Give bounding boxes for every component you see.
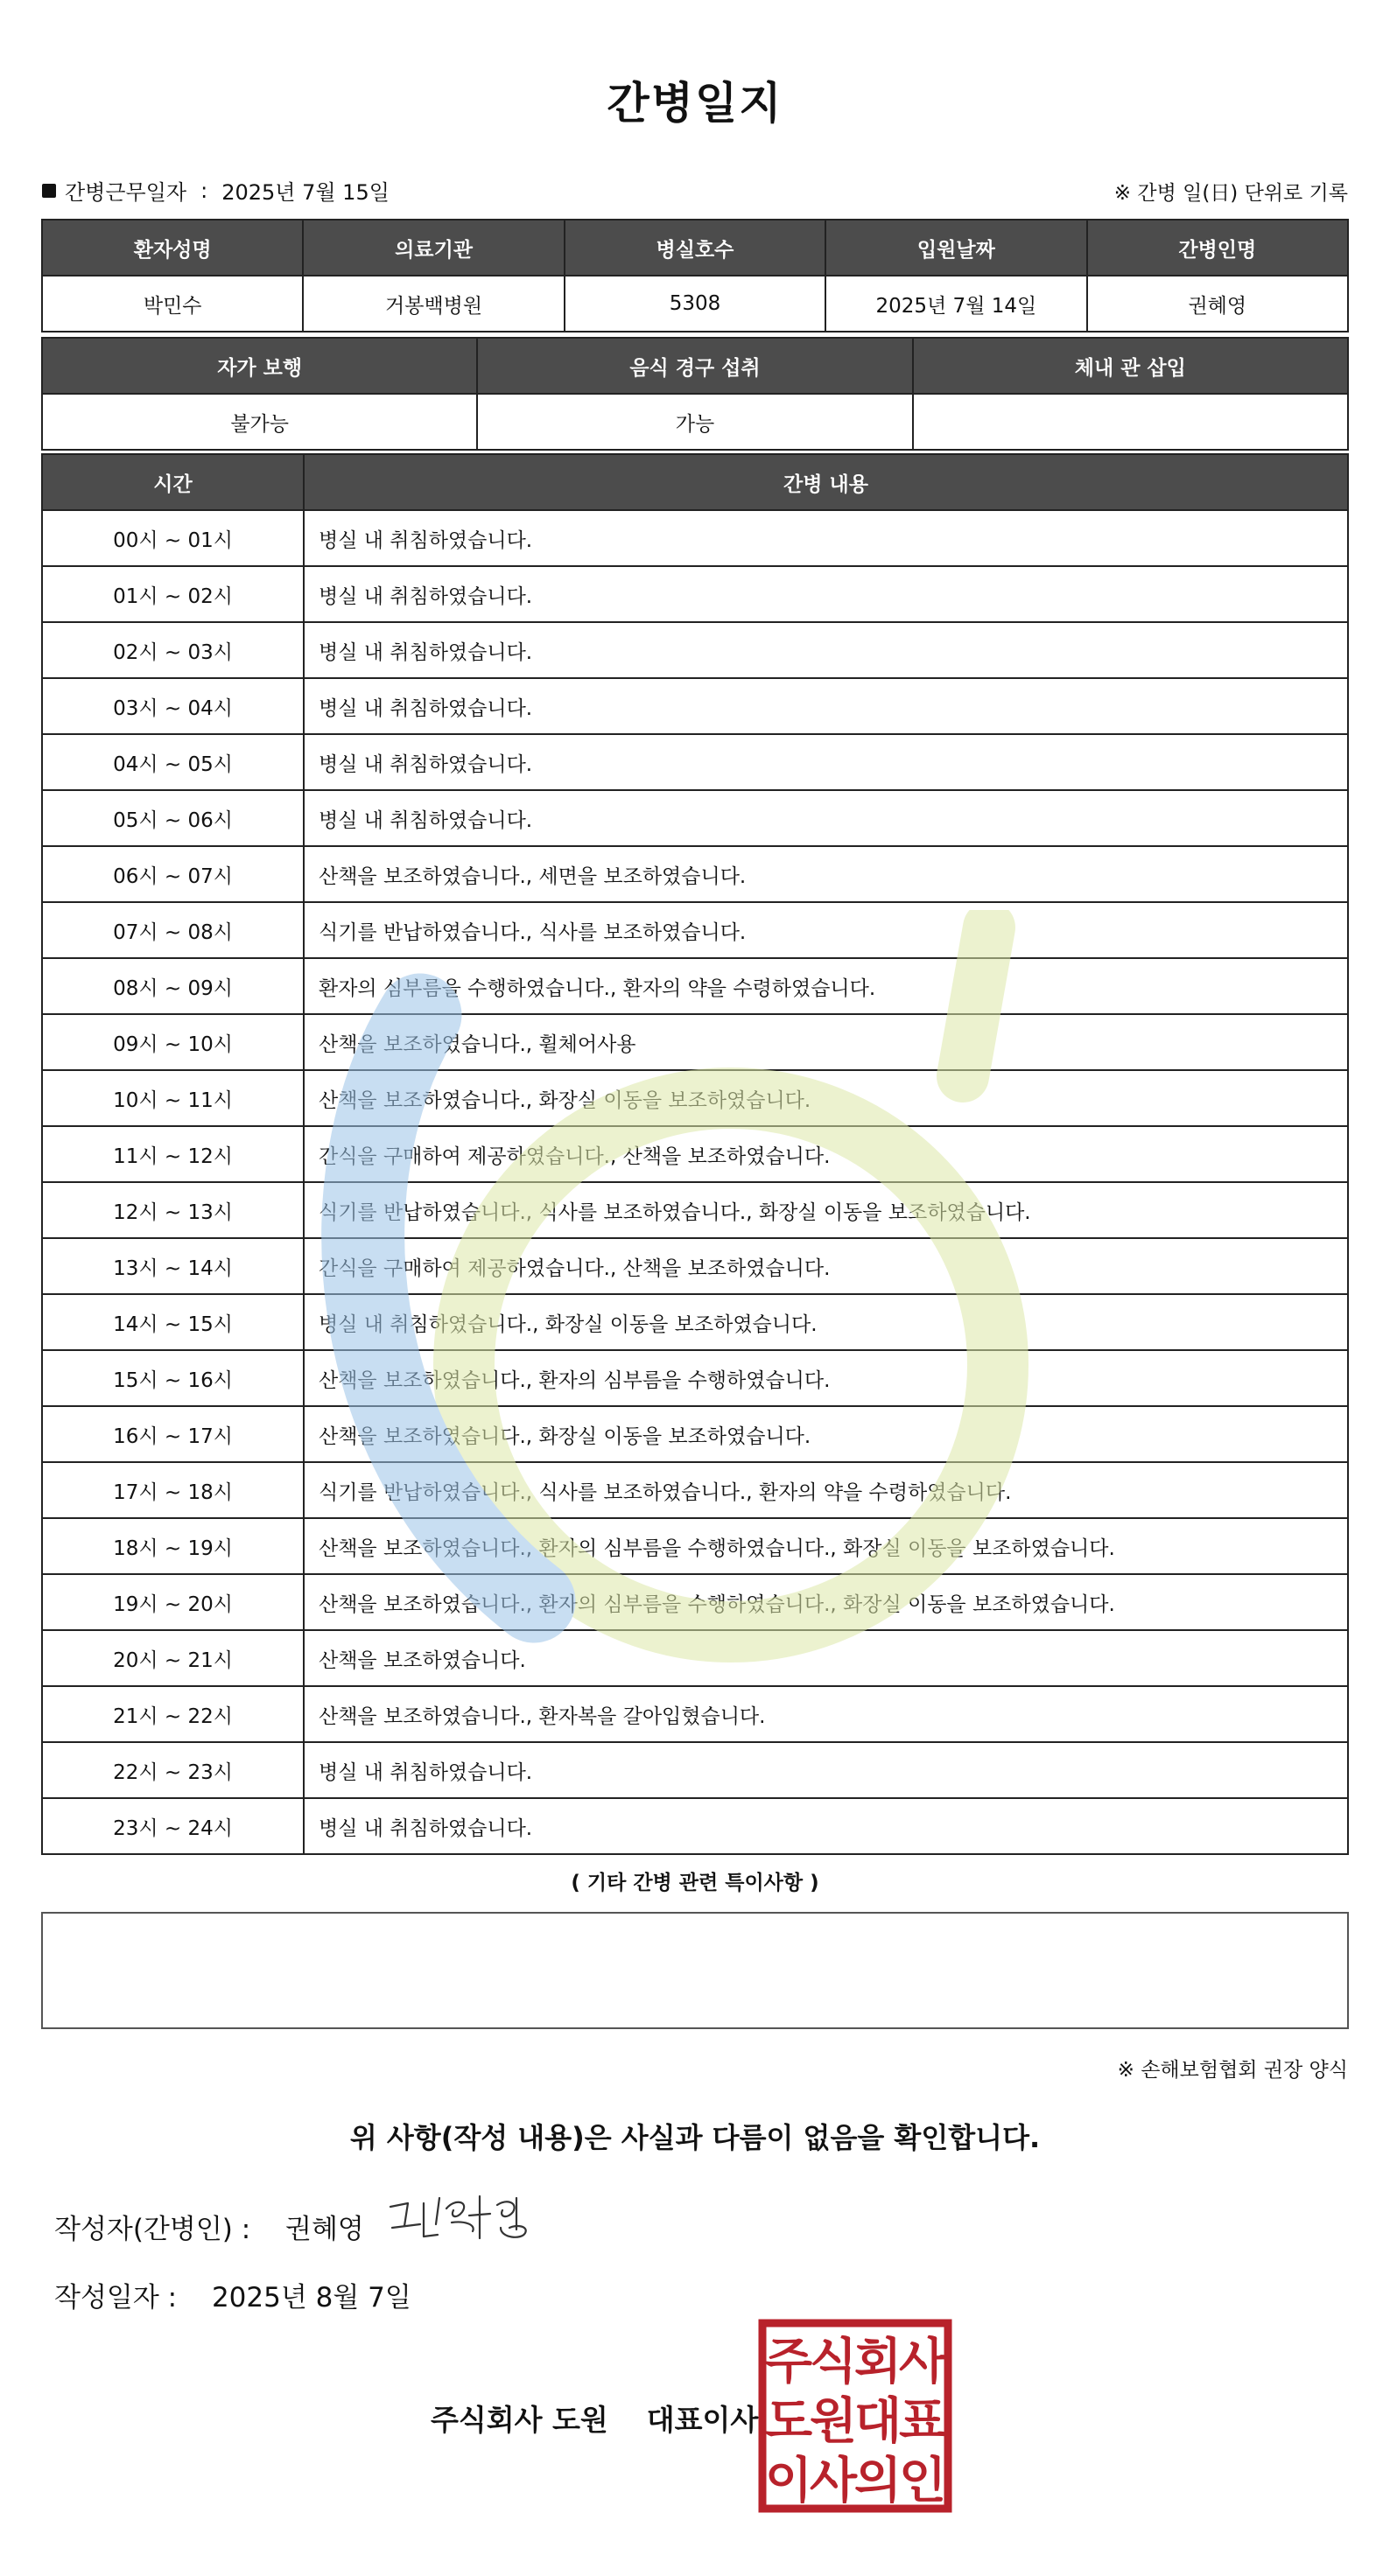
log-time: 00시 ~ 01시: [42, 510, 304, 566]
patient-status-table: [41, 337, 1349, 451]
patient-info-value-row: [42, 276, 1348, 332]
confirmation-statement: 위 사항(작성 내용)은 사실과 다름이 없음을 확인합니다.: [349, 2121, 1041, 2154]
log-content: 산책을 보조하였습니다., 환자의 심부름을 수행하였습니다.: [304, 1350, 1348, 1406]
log-content: 식기를 반납하였습니다., 식사를 보조하였습니다.: [304, 902, 1348, 958]
log-content: 병실 내 취침하였습니다., 화장실 이동을 보조하였습니다.: [304, 1294, 1348, 1350]
care-log-table: [41, 453, 1349, 1855]
log-time: 05시 ~ 06시: [42, 790, 304, 846]
care-log-header-row: [42, 454, 1348, 510]
care-log-row: [42, 846, 1348, 902]
log-time: 13시 ~ 14시: [42, 1238, 304, 1294]
care-log-row: [42, 1462, 1348, 1518]
header-care-content: 간병 내용: [304, 454, 1348, 510]
seal-glyph: 이: [764, 2453, 813, 2510]
work-date-separator: :: [200, 178, 208, 203]
seal-glyph: 원: [809, 2393, 858, 2450]
unit-note: ※ 간병 일(日) 단위로 기록: [1113, 182, 1348, 205]
log-content: 산책을 보조하였습니다., 환자의 심부름을 수행하였습니다., 화장실 이동을 보조하였습니다.: [304, 1574, 1348, 1630]
log-time: 10시 ~ 11시: [42, 1070, 304, 1126]
log-content: 식기를 반납하였습니다., 식사를 보조하였습니다., 환자의 약을 수령하였습니다.: [304, 1462, 1348, 1518]
care-log-row: [42, 1518, 1348, 1574]
care-log-row: [42, 1350, 1348, 1406]
log-time: 23시 ~ 24시: [42, 1798, 304, 1854]
seal-glyph: 주: [764, 2334, 813, 2390]
log-time: 11시 ~ 12시: [42, 1126, 304, 1182]
oral-intake-value: 가능: [477, 394, 912, 450]
header-oral-intake: 음식 경구 섭취: [477, 338, 912, 394]
writer-name: 권혜영: [285, 2214, 364, 2245]
self-walking-value: 불가능: [42, 394, 477, 450]
log-content: 산책을 보조하였습니다., 환자의 심부름을 수행하였습니다., 화장실 이동을 보조하였습니다.: [304, 1518, 1348, 1574]
log-time: 01시 ~ 02시: [42, 566, 304, 622]
writer-line: [54, 2207, 364, 2246]
patient-name: 박민수: [42, 276, 303, 332]
care-log-row: [42, 902, 1348, 958]
header-hospital: 의료기관: [303, 220, 564, 276]
log-content: 산책을 보조하였습니다., 환자복을 갈아입혔습니다.: [304, 1686, 1348, 1742]
seal-glyph: 표: [898, 2393, 947, 2450]
log-content: 환자의 심부름을 수행하였습니다., 환자의 약을 수령하였습니다.: [304, 958, 1348, 1014]
care-log-row: [42, 958, 1348, 1014]
caregiver-name: 권혜영: [1087, 276, 1348, 332]
special-notes-title: ( 기타 간병 관련 특이사항 ): [571, 1872, 819, 1894]
care-log-row: [42, 1686, 1348, 1742]
patient-status-value-row: [42, 394, 1348, 450]
care-log-row: [42, 734, 1348, 790]
care-log-row: [42, 790, 1348, 846]
log-content: 병실 내 취침하였습니다.: [304, 678, 1348, 734]
tube-insertion-value: [913, 394, 1348, 450]
seal-glyph: 대: [853, 2393, 902, 2450]
room-number: 5308: [565, 276, 825, 332]
patient-status-header-row: [42, 338, 1348, 394]
company-line: [431, 2398, 758, 2439]
log-time: 20시 ~ 21시: [42, 1630, 304, 1686]
patient-info-header-row: [42, 220, 1348, 276]
document-title: 간병일지: [607, 78, 783, 129]
log-time: 14시 ~ 15시: [42, 1294, 304, 1350]
header-time: 시간: [42, 454, 304, 510]
work-date: [42, 175, 390, 206]
header-admission-date: 입원날짜: [825, 220, 1086, 276]
care-log-row: [42, 1574, 1348, 1630]
log-time: 07시 ~ 08시: [42, 902, 304, 958]
special-notes-box: [41, 1912, 1349, 2029]
header-patient-name: 환자성명: [42, 220, 303, 276]
seal-glyph: 의: [853, 2453, 902, 2510]
write-date-value: 2025년 8월 7일: [211, 2282, 411, 2314]
log-time: 17시 ~ 18시: [42, 1462, 304, 1518]
log-content: 산책을 보조하였습니다., 휠체어사용: [304, 1014, 1348, 1070]
care-log-row: [42, 566, 1348, 622]
log-time: 22시 ~ 23시: [42, 1742, 304, 1798]
care-log-row: [42, 1070, 1348, 1126]
seal-glyph: 사: [898, 2334, 947, 2390]
log-time: 03시 ~ 04시: [42, 678, 304, 734]
care-log-row: [42, 1798, 1348, 1854]
writer-label: 작성자(간병인) :: [54, 2214, 251, 2245]
care-log-row: [42, 1742, 1348, 1798]
log-content: 병실 내 취침하였습니다.: [304, 734, 1348, 790]
care-log-row: [42, 1014, 1348, 1070]
log-time: 09시 ~ 10시: [42, 1014, 304, 1070]
care-log-row: [42, 510, 1348, 566]
header-room-number: 병실호수: [565, 220, 825, 276]
care-log-row: [42, 622, 1348, 678]
log-time: 08시 ~ 09시: [42, 958, 304, 1014]
log-content: 병실 내 취침하였습니다.: [304, 510, 1348, 566]
header-caregiver-name: 간병인명: [1087, 220, 1348, 276]
log-content: 병실 내 취침하였습니다.: [304, 1742, 1348, 1798]
log-time: 19시 ~ 20시: [42, 1574, 304, 1630]
care-log-row: [42, 1126, 1348, 1182]
care-log-row: [42, 1294, 1348, 1350]
handwritten-signature: [385, 2186, 560, 2256]
company-title: 대표이사: [646, 2403, 759, 2437]
log-time: 02시 ~ 03시: [42, 622, 304, 678]
seal-glyph: 도: [764, 2393, 813, 2450]
care-log-row: [42, 1182, 1348, 1238]
work-date-label: 간병근무일자: [65, 180, 187, 205]
care-log-row: [42, 678, 1348, 734]
log-time: 04시 ~ 05시: [42, 734, 304, 790]
patient-info-table: [41, 219, 1349, 332]
write-date-label: 작성일자 :: [54, 2282, 178, 2314]
log-content: 병실 내 취침하였습니다.: [304, 1798, 1348, 1854]
square-bullet-icon: [42, 184, 56, 198]
log-time: 18시 ~ 19시: [42, 1518, 304, 1574]
seal-glyph: 사: [809, 2453, 858, 2510]
log-content: 간식을 구매하여 제공하였습니다., 산책을 보조하였습니다.: [304, 1238, 1348, 1294]
admission-date: 2025년 7월 14일: [825, 276, 1086, 332]
company-name: 주식회사 도원: [431, 2403, 608, 2437]
log-time: 12시 ~ 13시: [42, 1182, 304, 1238]
form-note: ※ 손해보험협회 권장 양식: [1117, 2059, 1348, 2082]
header-tube-insertion: 체내 관 삽입: [913, 338, 1348, 394]
log-content: 산책을 보조하였습니다.: [304, 1630, 1348, 1686]
care-log-row: [42, 1630, 1348, 1686]
log-time: 06시 ~ 07시: [42, 846, 304, 902]
seal-glyph: 회: [853, 2334, 902, 2390]
log-content: 병실 내 취침하였습니다.: [304, 566, 1348, 622]
work-date-value: 2025년 7월 15일: [221, 180, 390, 205]
write-date-line: [54, 2275, 411, 2314]
header-self-walking: 자가 보행: [42, 338, 477, 394]
hospital-name: 거봉백병원: [303, 276, 564, 332]
log-time: 21시 ~ 22시: [42, 1686, 304, 1742]
log-content: 산책을 보조하였습니다., 화장실 이동을 보조하였습니다.: [304, 1070, 1348, 1126]
company-seal-stamp: [758, 2319, 952, 2513]
log-content: 산책을 보조하였습니다., 화장실 이동을 보조하였습니다.: [304, 1406, 1348, 1462]
log-content: 병실 내 취침하였습니다.: [304, 622, 1348, 678]
seal-glyph: 인: [898, 2453, 947, 2510]
care-log-row: [42, 1238, 1348, 1294]
log-content: 병실 내 취침하였습니다.: [304, 790, 1348, 846]
log-content: 산책을 보조하였습니다., 세면을 보조하였습니다.: [304, 846, 1348, 902]
log-time: 15시 ~ 16시: [42, 1350, 304, 1406]
care-log-row: [42, 1406, 1348, 1462]
log-time: 16시 ~ 17시: [42, 1406, 304, 1462]
log-content: 간식을 구매하여 제공하였습니다., 산책을 보조하였습니다.: [304, 1126, 1348, 1182]
log-content: 식기를 반납하였습니다., 식사를 보조하였습니다., 화장실 이동을 보조하였습니다.: [304, 1182, 1348, 1238]
seal-glyph: 식: [809, 2334, 858, 2390]
